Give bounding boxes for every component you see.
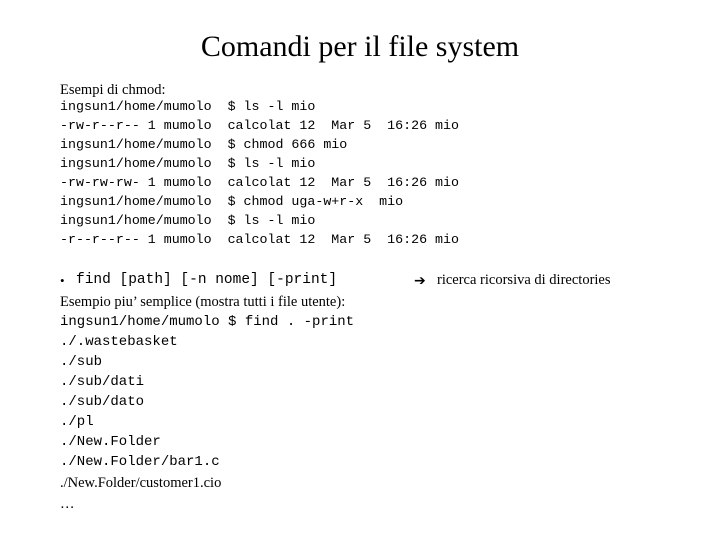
chmod-line: -rw-r--r-- 1 mumolo calcolat 12 Mar 5 16:26 mio <box>60 118 459 133</box>
find-output-line: ./sub/dati <box>60 374 145 390</box>
chmod-line: ingsun1/home/mumolo $ chmod 666 mio <box>60 137 348 152</box>
chmod-line: ingsun1/home/mumolo $ chmod uga-w+r-x mio <box>60 194 404 209</box>
find-output-line: ./pl <box>60 414 94 430</box>
chmod-line: ingsun1/home/mumolo $ ls -l mio <box>60 213 316 228</box>
find-output-line: ./sub <box>60 354 103 370</box>
find-output-line: ./New.Folder <box>60 434 161 450</box>
chmod-line: ingsun1/home/mumolo $ ls -l mio <box>60 156 316 171</box>
ellipsis: … <box>60 496 75 512</box>
arrow-right-icon: ➔ <box>414 273 426 289</box>
find-description: ricerca ricorsiva di directories <box>437 272 611 288</box>
find-output-line: ./sub/dato <box>60 394 145 410</box>
slide-title: Comandi per il file system <box>200 30 520 63</box>
find-command: ingsun1/home/mumolo $ find . -print <box>60 314 355 330</box>
chmod-intro: Esempi di chmod: <box>60 82 166 98</box>
find-output-line: ./New.Folder/bar1.c <box>60 454 220 470</box>
find-syntax: find [path] [-n nome] [-print] <box>76 272 338 288</box>
example-intro: Esempio piu’ semplice (mostra tutti i file utente): <box>60 294 346 310</box>
chmod-line: -rw-rw-rw- 1 mumolo calcolat 12 Mar 5 16:26 mio <box>60 175 459 190</box>
chmod-line: -r--r--r-- 1 mumolo calcolat 12 Mar 5 16:26 mio <box>60 232 459 247</box>
find-output-line: ./.wastebasket <box>60 334 178 350</box>
chmod-line: ingsun1/home/mumolo $ ls -l mio <box>60 99 316 114</box>
bullet-icon: • <box>60 273 65 288</box>
find-output-line: ./New.Folder/customer1.cio <box>60 475 222 491</box>
